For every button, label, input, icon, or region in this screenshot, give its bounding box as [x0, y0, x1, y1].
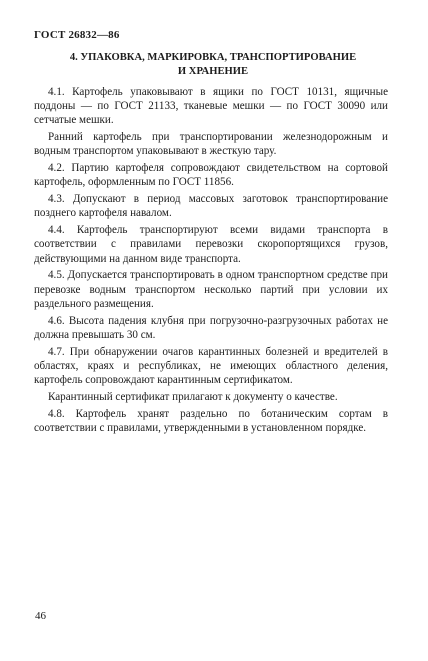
paragraph-4-4: 4.4. Картофель транспортируют всеми видами транспорта в соответствии с правилами перевозки скоропортящихся грузов, действующими на данном виде транспорта. [34, 224, 388, 265]
paragraph-4-5: 4.5. Допускается транспортировать в одном транспортном средстве при перевозке водным транспортом несколько партий при условии их раздельного размещения. [34, 269, 388, 310]
paragraph-quarantine-certificate: Карантинный сертификат прилагают к документу о качестве. [48, 390, 338, 403]
section-title-line-2: И ХРАНЕНИЕ [177, 66, 249, 77]
paragraph-4-1: 4.1. Картофель упаковывают в ящики по ГОСТ 10131, ящичные поддоны — по ГОСТ 21133, тканевые мешки — по ГОСТ 30090 или сетчатые мешки. [34, 86, 388, 127]
paragraph-4-7: 4.7. При обнаружении очагов карантинных болезней и вредителей в областях, краях и республиках, не имеющих областного деления, картофель сопровождают карантинным сертификатом. [34, 345, 388, 387]
paragraph-4-8: 4.8. Картофель хранят раздельно по ботаническим сортам в соответствии с правилами, утвержденными в установленном порядке. [34, 407, 388, 434]
section-title [30, 51, 396, 79]
section-title-line-1: 4. УПАКОВКА, МАРКИРОВКА, ТРАНСПОРТИРОВАНИЕ [69, 52, 357, 63]
paragraph-4-6: 4.6. Высота падения клубня при погрузочно-разгрузочных работах не должна превышать 30 см. [34, 314, 388, 341]
paragraph-early-potato: Ранний картофель при транспортировании железнодорожным и водным транспортом упаковывают в жесткую тару. [34, 131, 388, 158]
page-number: 46 [35, 610, 46, 622]
section-body [34, 85, 388, 438]
document-code-header: ГОСТ 26832—86 [34, 29, 120, 41]
paragraph-4-2: 4.2. Партию картофеля сопровождают свидетельством на сортовой картофель, оформленным по ГОСТ 11856. [34, 162, 388, 189]
paragraph-4-3: 4.3. Допускают в период массовых заготовок транспортирование позднего картофеля навалом. [34, 193, 388, 220]
